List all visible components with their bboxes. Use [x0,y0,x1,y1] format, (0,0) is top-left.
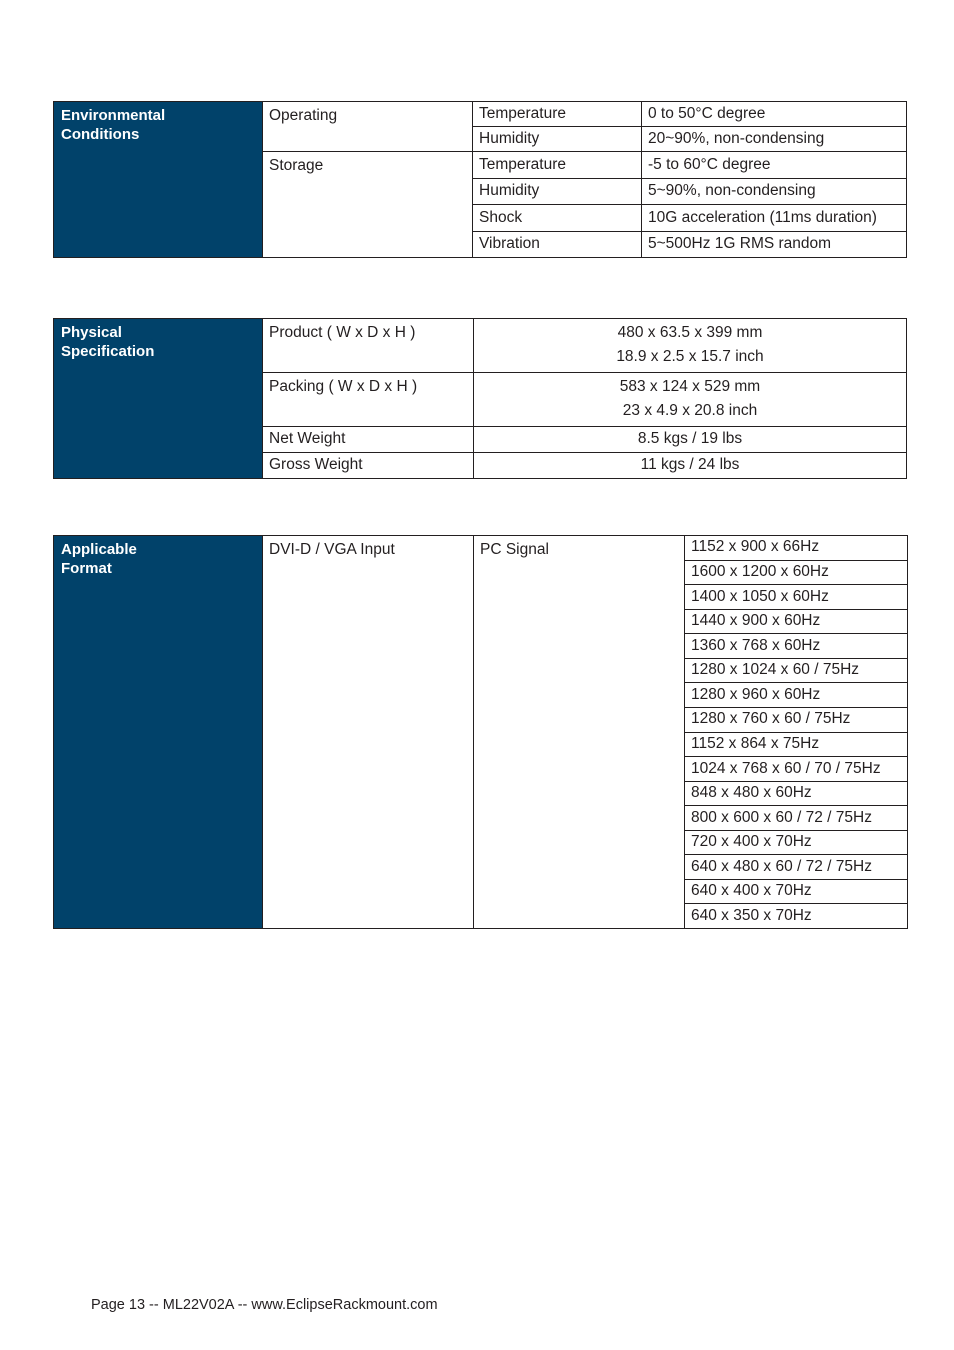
applicable-format-table [53,535,908,929]
environmental-header: Environmental Conditions [54,102,263,258]
resolution-mode: 1280 x 760 x 60 / 75Hz [685,707,908,732]
packing-dimensions-value: 583 x 124 x 529 mm 23 x 4.9 x 20.8 inch [474,373,907,427]
resolution-mode: 848 x 480 x 60Hz [685,781,908,806]
operating-humidity-label: Humidity [473,127,642,152]
physical-specification-table [53,318,907,479]
storage-humidity-value: 5~90%, non-condensing [642,179,907,205]
storage-humidity-label: Humidity [473,179,642,205]
resolution-mode: 1360 x 768 x 60Hz [685,634,908,659]
storage-vibration-value: 5~500Hz 1G RMS random [642,232,907,258]
storage-temperature-label: Temperature [473,152,642,179]
storage-vibration-label: Vibration [473,232,642,258]
storage-shock-label: Shock [473,205,642,232]
input-type-label: DVI-D / VGA Input [263,536,474,929]
operating-temperature-label: Temperature [473,102,642,127]
net-weight-label: Net Weight [263,427,474,453]
format-rows [54,536,908,929]
storage-shock-value: 10G acceleration (11ms duration) [642,205,907,232]
operating-temperature-value: 0 to 50°C degree [642,102,907,127]
resolution-mode: 1024 x 768 x 60 / 70 / 75Hz [685,757,908,782]
product-dimensions-label: Product ( W x D x H ) [263,319,474,373]
operating-label: Operating [263,102,473,152]
resolution-mode: 1400 x 1050 x 60Hz [685,585,908,610]
resolution-mode: 640 x 350 x 70Hz [685,904,908,929]
page-footer: Page 13 -- ML22V02A -- www.EclipseRackmount.com [91,1297,438,1313]
signal-type-label: PC Signal [474,536,685,929]
storage-temperature-value: -5 to 60°C degree [642,152,907,179]
resolution-mode: 1152 x 900 x 66Hz [685,536,908,561]
environmental-conditions-table [53,101,907,258]
resolution-mode: 720 x 400 x 70Hz [685,830,908,855]
gross-weight-value: 11 kgs / 24 lbs [474,453,907,479]
resolution-mode: 640 x 400 x 70Hz [685,879,908,904]
net-weight-value: 8.5 kgs / 19 lbs [474,427,907,453]
resolution-mode: 1280 x 960 x 60Hz [685,683,908,708]
resolution-mode: 1440 x 900 x 60Hz [685,609,908,634]
resolution-mode: 800 x 600 x 60 / 72 / 75Hz [685,806,908,831]
storage-label: Storage [263,152,473,258]
resolution-mode: 1280 x 1024 x 60 / 75Hz [685,658,908,683]
physical-header: Physical Specification [54,319,263,479]
resolution-mode: 1152 x 864 x 75Hz [685,732,908,757]
product-dimensions-value: 480 x 63.5 x 399 mm 18.9 x 2.5 x 15.7 inch [474,319,907,373]
operating-humidity-value: 20~90%, non-condensing [642,127,907,152]
packing-dimensions-label: Packing ( W x D x H ) [263,373,474,427]
format-header: Applicable Format [54,536,263,929]
resolution-mode: 1600 x 1200 x 60Hz [685,560,908,585]
gross-weight-label: Gross Weight [263,453,474,479]
resolution-mode: 640 x 480 x 60 / 72 / 75Hz [685,855,908,880]
